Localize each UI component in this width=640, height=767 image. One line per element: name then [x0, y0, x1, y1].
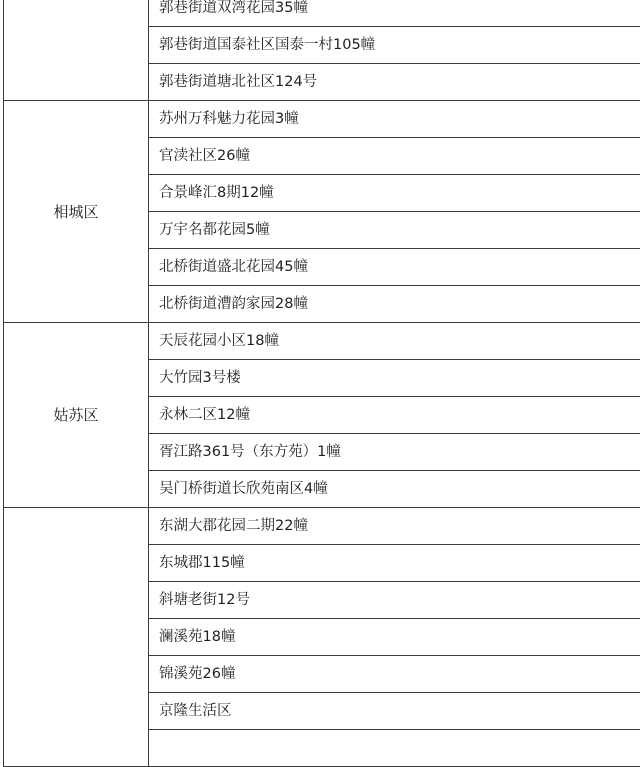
- place-cell: 郭巷街道国泰社区国泰一村105幢: [149, 27, 640, 64]
- place-cell: 郭巷街道塘北社区124号: [149, 64, 640, 101]
- place-cell: 天辰花园小区18幢: [149, 323, 640, 360]
- place-cell: 东城郡115幢: [149, 545, 640, 582]
- place-cell: 吴门桥街道长欣苑南区4幢: [149, 471, 640, 508]
- table-row: [4, 101, 640, 138]
- place-cell: 永林二区12幢: [149, 397, 640, 434]
- place-cell: 万宇名都花园5幢: [149, 212, 640, 249]
- place-cell: 东湖大郡花园二期22幢: [149, 508, 640, 545]
- place-cell: 胥江路361号（东方苑）1幢: [149, 434, 640, 471]
- location-table: [3, 0, 640, 767]
- table-row: [4, 323, 640, 360]
- place-cell: 大竹园3号楼: [149, 360, 640, 397]
- place-cell: 官渎社区26幢: [149, 138, 640, 175]
- table-row: [4, 0, 640, 27]
- place-cell: 锦溪苑26幢: [149, 656, 640, 693]
- place-cell: 苏州万科魅力花园3幢: [149, 101, 640, 138]
- district-cell: [4, 508, 149, 767]
- place-cell: 合景峰汇8期12幢: [149, 175, 640, 212]
- place-cell: 北桥街道漕韵家园28幢: [149, 286, 640, 323]
- district-cell-xiangcheng: 相城区: [4, 101, 149, 323]
- table-row: [4, 508, 640, 545]
- district-cell-gusu: 姑苏区: [4, 323, 149, 508]
- place-cell-empty: [149, 730, 640, 767]
- district-cell: [4, 0, 149, 101]
- place-cell: 澜溪苑18幢: [149, 619, 640, 656]
- place-cell: 郭巷街道双湾花园35幢: [149, 0, 640, 27]
- place-cell: 斜塘老街12号: [149, 582, 640, 619]
- location-table-body: [4, 0, 640, 767]
- place-cell: 京隆生活区: [149, 693, 640, 730]
- place-cell: 北桥街道盛北花园45幢: [149, 249, 640, 286]
